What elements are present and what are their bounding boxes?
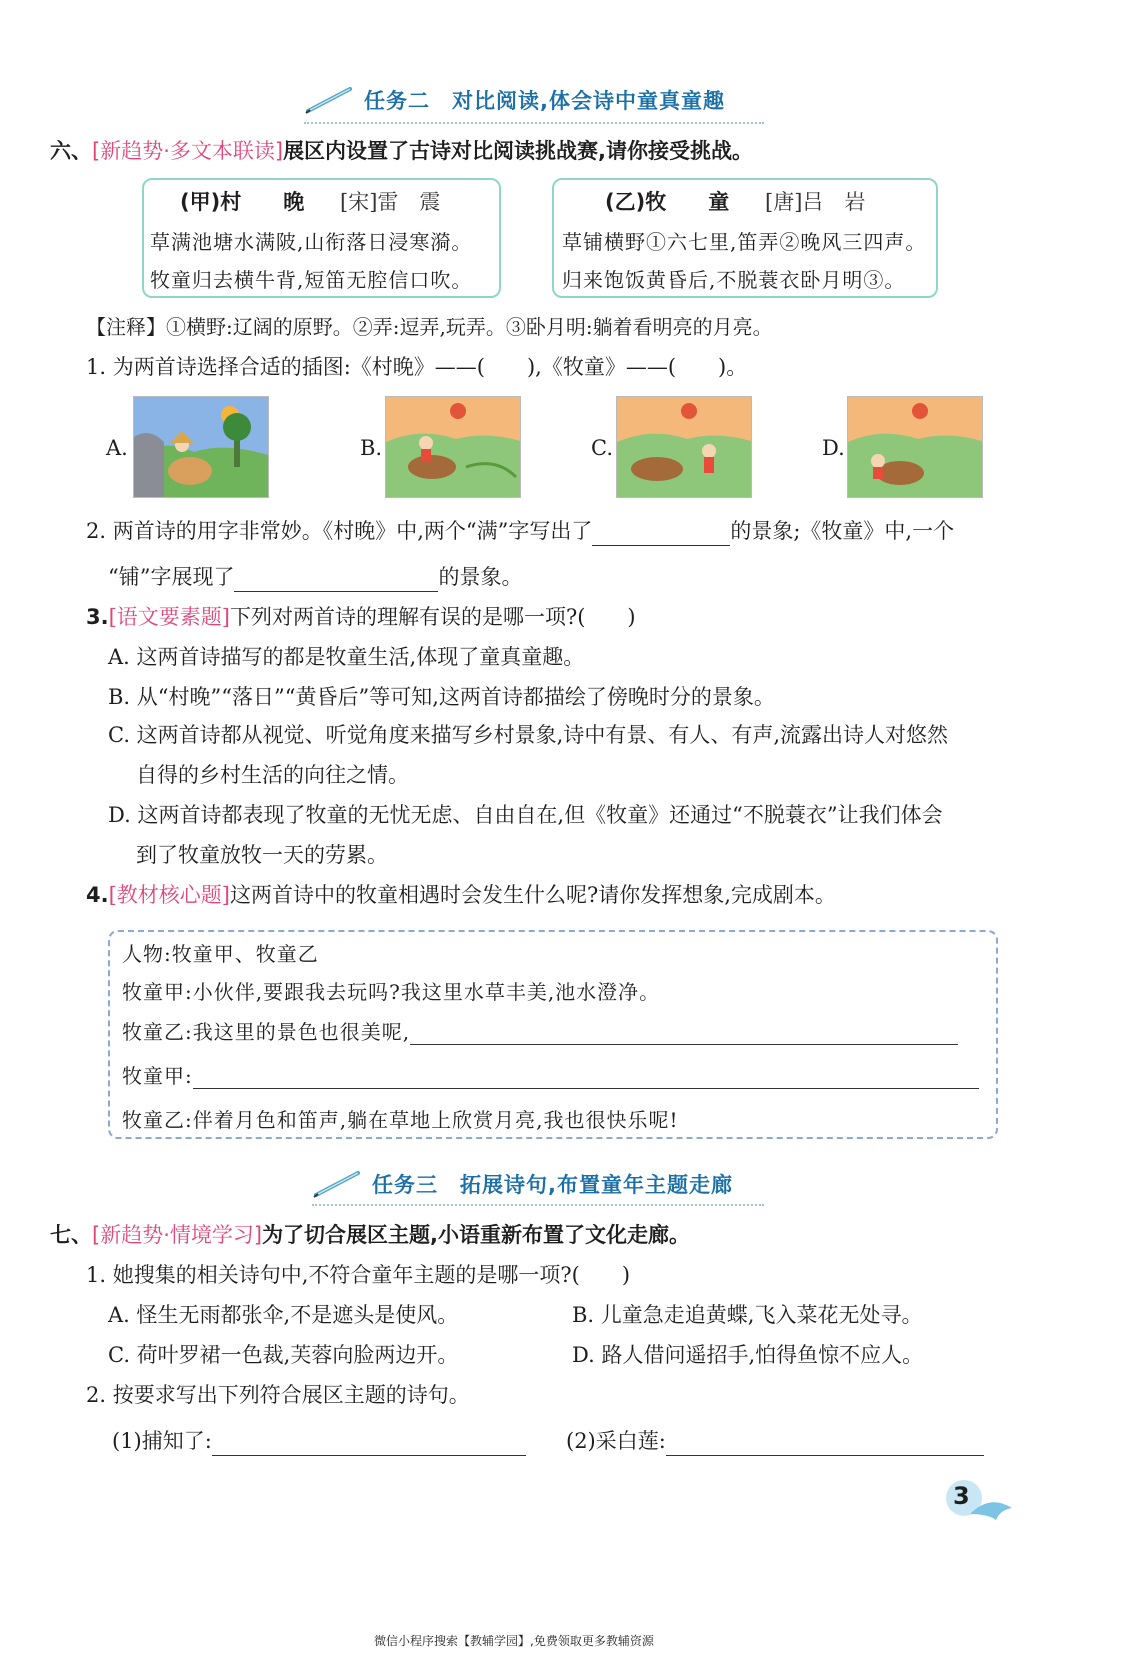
q6-sub1: 1. 为两首诗选择合适的插图:《村晚》——( ),《牧童》——( )。: [86, 355, 748, 379]
q6-sub3-option-d2: 到了牧童放牧一天的劳累。: [136, 843, 388, 867]
task3-header: [312, 1162, 733, 1206]
illustration-d: [847, 396, 983, 498]
illustration-b: [385, 396, 521, 498]
q7-sub1: 1. 她搜集的相关诗句中,不符合童年主题的是哪一项?( ): [86, 1263, 631, 1287]
q7-heading: 七、[新趋势·情境学习]为了切合展区主题,小语重新布置了文化走廊。: [50, 1223, 691, 1247]
task2-header: [304, 78, 725, 122]
page-number: 3: [953, 1482, 970, 1510]
q6-sub3-option-d1: D. 这两首诗都表现了牧童的无忧无虑、自由自在,但《牧童》还通过“不脱蓑衣”让我们体会: [108, 803, 943, 827]
q7-option-c: C. 荷叶罗裙一色裁,芙蓉向脸两边开。: [108, 1343, 459, 1367]
footer-note: 微信小程序搜索【教辅学园】,免费领取更多教辅资源: [374, 1634, 654, 1648]
q6-tag: [新趋势·多文本联读]: [92, 139, 284, 163]
illustration-c: [616, 396, 752, 498]
script-line5: 牧童乙:伴着月色和笛声,躺在草地上欣赏月亮,我也很快乐呢!: [122, 1108, 679, 1132]
script-line4: 牧童甲:: [122, 1060, 979, 1089]
poem-a-line2: 牧童归去横牛背,短笛无腔信口吹。: [150, 268, 473, 292]
q7-option-d: D. 路人借问遥招手,怕得鱼惊不应人。: [572, 1343, 924, 1367]
task2-underline: [304, 122, 764, 124]
poem-a-line1: 草满池塘水满陂,山衔落日浸寒漪。: [150, 230, 473, 254]
poem-b-line1: 草铺横野①六七里,笛弄②晚风三四声。: [562, 230, 927, 254]
poem-a-title: (甲)村 晚: [180, 190, 305, 214]
script-line1: 人物:牧童甲、牧童乙: [122, 942, 319, 966]
illustration-a: [133, 396, 269, 498]
task3-label: 任务三: [372, 1173, 438, 1197]
option-c-label: C.: [591, 436, 613, 460]
option-b-label: B.: [360, 436, 383, 460]
script-line3: 牧童乙:我这里的景色也很美呢,: [122, 1016, 958, 1045]
q6-sub3-option-a: A. 这两首诗描写的都是牧童生活,体现了童真童趣。: [108, 645, 585, 669]
poem-b-title: (乙)牧 童: [605, 190, 730, 214]
poem-b-line2: 归来饱饭黄昏后,不脱蓑衣卧月明③。: [562, 268, 906, 292]
pen-icon: [304, 85, 358, 115]
q6-sub3: 3.[语文要素题]下列对两首诗的理解有误的是哪一项?( ): [86, 605, 636, 629]
q6-sub4: 4.[教材核心题]这两首诗中的牧童相遇时会发生什么呢?请你发挥想象,完成剧本。: [86, 883, 836, 907]
script-line2: 牧童甲:小伙伴,要跟我去玩吗?我这里水草丰美,池水澄净。: [122, 980, 661, 1004]
q7-fill2: (2)采白莲:: [566, 1426, 984, 1456]
q7-sub2: 2. 按要求写出下列符合展区主题的诗句。: [86, 1383, 470, 1407]
option-a-label: A.: [106, 436, 128, 460]
task3-title: 拓展诗句,布置童年主题走廊: [460, 1173, 733, 1197]
q6-sub2-blank2[interactable]: [234, 569, 438, 592]
q7-fill1: (1)捕知了:: [112, 1426, 526, 1456]
q7-fill1-blank[interactable]: [212, 1433, 526, 1456]
pen-icon: [312, 1169, 366, 1199]
q7-option-a: A. 怪生无雨都张伞,不是遮头是使风。: [108, 1303, 459, 1327]
q6-sub2-blank1[interactable]: [592, 523, 730, 546]
task2-label: 任务二: [364, 89, 430, 113]
script-blank2[interactable]: [193, 1066, 979, 1089]
q6-sub3-option-b: B. 从“村晚”“落日”“黄昏后”等可知,这两首诗都描绘了傍晚时分的景象。: [108, 685, 775, 709]
task2-title: 对比阅读,体会诗中童真童趣: [452, 89, 725, 113]
q6-notes: 【注释】①横野:辽阔的原野。②弄:逗弄,玩弄。③卧月明:躺着看明亮的月亮。: [86, 315, 773, 339]
q6-sub2-line2: “铺”字展现了 的景象。: [108, 562, 522, 592]
script-blank1[interactable]: [410, 1022, 958, 1045]
q6-sub2-line1: 2. 两首诗的用字非常妙。《村晚》中,两个“满”字写出了 的景象;《牧童》中,一个: [86, 516, 954, 546]
q6-sub3-option-c2: 自得的乡村生活的向往之情。: [136, 763, 409, 787]
option-d-label: D.: [822, 436, 845, 460]
q7-fill2-blank[interactable]: [666, 1433, 984, 1456]
task3-underline: [312, 1204, 764, 1206]
q6-sub3-option-c1: C. 这两首诗都从视觉、听觉角度来描写乡村景象,诗中有景、有人、有声,流露出诗人对悠然: [108, 723, 949, 747]
q6-heading: 六、[新趋势·多文本联读]展区内设置了古诗对比阅读挑战赛,请你接受挑战。: [50, 139, 754, 163]
q7-option-b: B. 儿童急走追黄蝶,飞入菜花无处寻。: [572, 1303, 923, 1327]
poem-a-author: [宋]雷 震: [340, 190, 441, 214]
poem-b-author: [唐]吕 岩: [765, 190, 866, 214]
